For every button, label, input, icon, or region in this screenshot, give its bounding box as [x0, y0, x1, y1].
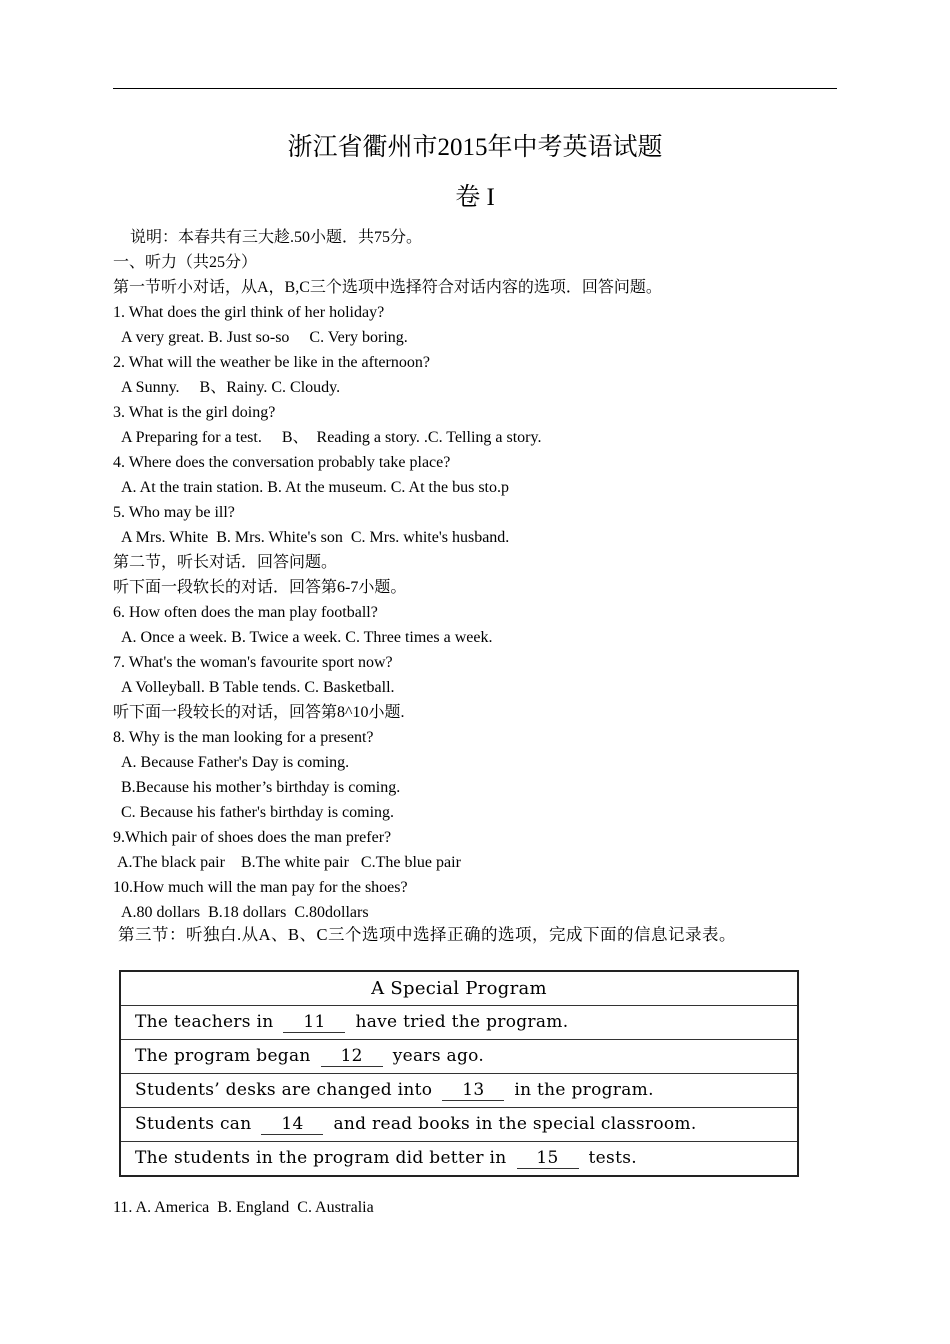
answer-blank-13: 13 — [442, 1080, 504, 1101]
table-row — [120, 1006, 798, 1040]
question-8: 8. Why is the man looking for a present? — [113, 729, 374, 746]
table-cell — [120, 1040, 798, 1074]
table-row — [120, 1142, 798, 1177]
row-text: in the program. — [514, 1080, 654, 1100]
question-9: 9.Which pair of shoes does the man prefer? — [113, 829, 392, 846]
question-3-options: A Preparing for a test. B、 Reading a story. .C. Telling a story. — [121, 429, 542, 446]
question-3: 3. What is the girl doing? — [113, 404, 276, 421]
question-1: 1. What does the girl think of her holiday? — [113, 304, 385, 321]
row-text: The program began — [135, 1046, 311, 1066]
question-2-options: A Sunny. B、Rainy. C. Cloudy. — [121, 379, 341, 396]
row-text: Students’ desks are changed into — [135, 1080, 433, 1100]
question-2: 2. What will the weather be like in the afternoon? — [113, 354, 430, 371]
question-9-options: A.The black pair B.The white pair C.The blue pair — [117, 854, 461, 871]
row-text: tests. — [588, 1148, 637, 1168]
question-5: 5. Who may be ill? — [113, 504, 235, 521]
row-text: and read books in the special classroom. — [333, 1114, 697, 1134]
table-heading: A Special Program — [120, 971, 798, 1006]
row-text: The teachers in — [135, 1012, 274, 1032]
section-3-heading: 第三节：听独白.从A、B、C三个选项中选择正确的选项，完成下面的信息记录表。 — [118, 925, 737, 944]
program-record-table — [119, 970, 799, 1177]
instruction-note: 说明：本春共有三大趁.50小题．共75分。 — [130, 229, 423, 246]
table-row — [120, 1074, 798, 1108]
answer-blank-15: 15 — [517, 1148, 579, 1169]
table-cell — [120, 1074, 798, 1108]
section-heading: 第一节听小对话，从A，B,C三个选项中选择符合对话内容的选项．回答问题。 — [113, 279, 662, 296]
question-1-options: A very great. B. Just so-so C. Very boring. — [121, 329, 408, 346]
table-row — [120, 1108, 798, 1142]
table-row — [120, 971, 798, 1006]
exam-body — [113, 225, 837, 925]
question-8-option-c: C. Because his father's birthday is coming. — [121, 804, 395, 821]
question-7-options: A Volleyball. B Table tends. C. Basketball. — [121, 679, 395, 696]
question-11-options: 11. A. America B. England C. Australia — [113, 1199, 374, 1216]
question-8-option-b: B.Because his mother’s birthday is coming. — [121, 779, 401, 796]
table-cell — [120, 1108, 798, 1142]
question-6: 6. How often does the man play football? — [113, 604, 378, 621]
row-text: years ago. — [392, 1046, 485, 1066]
section-instruction: 听下面一段软长的对话．回答第6-7小题。 — [113, 579, 407, 596]
question-7: 7. What's the woman's favourite sport now? — [113, 654, 393, 671]
table-cell — [120, 1142, 798, 1177]
answer-blank-12: 12 — [321, 1046, 383, 1067]
table-row — [120, 1040, 798, 1074]
question-10: 10.How much will the man pay for the shoes? — [113, 879, 408, 896]
answer-blank-11: 11 — [283, 1012, 345, 1033]
question-4-options: A. At the train station. B. At the museum. C. At the bus sto.p — [121, 479, 509, 496]
top-rule — [113, 88, 837, 89]
question-5-options: A Mrs. White B. Mrs. White's son C. Mrs. white's husband. — [121, 529, 510, 546]
section-heading: 第二节，听长对话．回答问题。 — [113, 554, 338, 571]
table-cell — [120, 1006, 798, 1040]
exam-title: 浙江省衢州市2015年中考英语试题 — [287, 134, 663, 161]
row-text: Students can — [135, 1114, 252, 1134]
section-instruction: 听下面一段较长的对话，回答第8^10小题. — [113, 704, 405, 721]
question-10-options: A.80 dollars B.18 dollars C.80dollars — [121, 904, 369, 921]
question-6-options: A. Once a week. B. Twice a week. C. Three times a week. — [121, 629, 493, 646]
question-4: 4. Where does the conversation probably take place? — [113, 454, 451, 471]
paper-subtitle: 卷 I — [455, 184, 495, 211]
part-heading: 一、听力（共25分） — [113, 254, 258, 271]
row-text: The students in the program did better in — [135, 1148, 507, 1168]
row-text: have tried the program. — [355, 1012, 569, 1032]
answer-blank-14: 14 — [261, 1114, 323, 1135]
question-8-option-a: A. Because Father's Day is coming. — [121, 754, 350, 771]
